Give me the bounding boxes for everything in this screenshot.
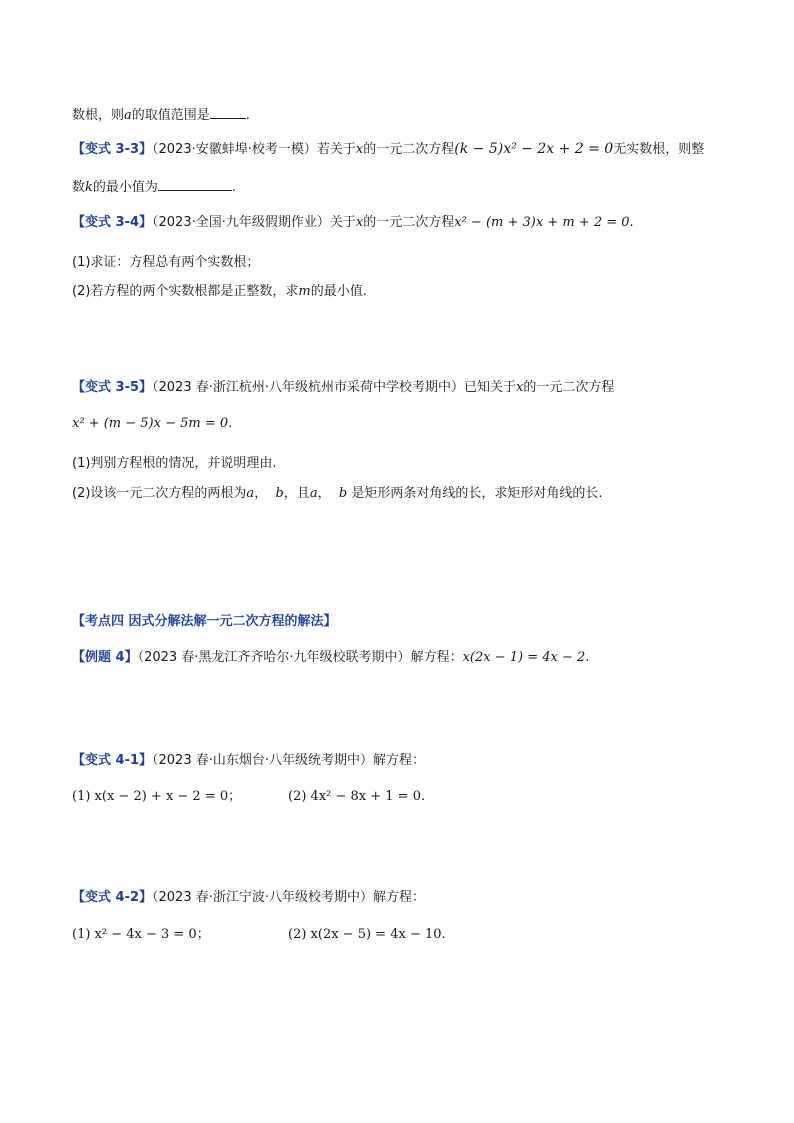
example-tag: 【例题 4】 [72, 650, 138, 665]
variant-3-3-line2: 数k的最小值为 . [72, 176, 236, 197]
variant-4-2-line1: 【变式 4-2】（2023 春·浙江宁波·八年级校考期中）解方程： [72, 890, 426, 905]
text: 数根，则 [72, 108, 125, 123]
variant-tag: 【变式 3-4】 [72, 215, 153, 230]
equation-part-1: (1) x(x − 2) + x − 2 = 0 [72, 789, 229, 804]
variant-4-1-parts: (1) x(x − 2) + x − 2 = 0； (2) 4x² − 8x + 1 = 0. [72, 789, 426, 804]
source: （2023 春·山东烟台·八年级统考期中） [152, 753, 373, 768]
variant-tag: 【变式 3-3】 [72, 142, 153, 157]
equation: x² − (m + 3)x + m + 2 = 0 [454, 215, 630, 230]
equation-part-2: (2) 4x² − 8x + 1 = 0 [288, 789, 421, 804]
source: （2023·安徽蚌埠·校考一模） [152, 142, 317, 157]
variant-3-4-part2: (2)若方程的两个实数根都是正整数，求m的最小值. [72, 284, 367, 299]
var-a: a [124, 108, 132, 123]
section-title: 【考点四 因式分解法解一元二次方程的解法】 [72, 614, 337, 629]
variant-tag: 【变式 3-5】 [72, 380, 153, 395]
equation: x(2x − 1) = 4x − 2 [462, 650, 586, 665]
equation-part-2-wrap: (2) 4x² − 8x + 1 = 0. [288, 789, 426, 804]
equation-part-2-wrap: (2) x(2x − 5) = 4x − 10. [288, 927, 446, 942]
equation-part-2: (2) x(2x − 5) = 4x − 10 [288, 927, 442, 942]
variant-tag: 【变式 4-1】 [72, 753, 153, 768]
text: 的取值范围是 [131, 108, 210, 123]
variant-3-4-part1: (1)求证：方程总有两个实数根； [72, 255, 260, 270]
continuation-line: 数根，则a的取值范围是 . [72, 104, 250, 125]
variant-3-4-line1: 【变式 3-4】（2023·全国·九年级假期作业）关于x的一元二次方程x² − (m + 3)x + m + 2 = 0. [72, 215, 634, 230]
source: （2023·全国·九年级假期作业） [152, 215, 330, 230]
variant-4-1-line1: 【变式 4-1】（2023 春·山东烟台·八年级统考期中）解方程： [72, 753, 426, 768]
example-4-line: 【例题 4】（2023 春·黑龙江齐齐哈尔·九年级校联考期中）解方程：x(2x − 1) = 4x − 2. [72, 650, 590, 665]
variant-3-3-line1: 【变式 3-3】（2023·安徽蚌埠·校考一模）若关于x的一元二次方程(k − 5)x² − 2x + 2 = 0无实数根，则整 [72, 141, 705, 157]
variant-3-5-part2: (2)设该一元二次方程的两根为a， b，且a， b 是矩形两条对角线的长，求矩形对角线的长. [72, 486, 603, 501]
variant-4-2-parts: (1) x² − 4x − 3 = 0； (2) x(2x − 5) = 4x − 10. [72, 927, 446, 942]
source: （2023 春·黑龙江齐齐哈尔·九年级校联考期中） [137, 650, 411, 665]
equation: (k − 5)x² − 2x + 2 = 0 [454, 141, 614, 157]
variant-3-5-part1: (1)判别方程根的情况，并说明理由. [72, 456, 277, 471]
source: （2023 春·浙江杭州·八年级杭州市采荷中学校考期中） [152, 380, 464, 395]
answer-blank[interactable] [158, 176, 232, 191]
answer-blank[interactable] [210, 104, 246, 119]
variant-3-5-line2: x² + (m − 5)x − 5m = 0. [72, 416, 233, 431]
variant-3-5-line1: 【变式 3-5】（2023 春·浙江杭州·八年级杭州市采荷中学校考期中）已知关于x的一元二次方程 [72, 380, 615, 395]
source: （2023 春·浙江宁波·八年级校考期中） [152, 890, 373, 905]
equation: x² + (m − 5)x − 5m = 0 [72, 416, 229, 431]
equation-part-1: (1) x² − 4x − 3 = 0 [72, 927, 197, 942]
variant-tag: 【变式 4-2】 [72, 890, 153, 905]
